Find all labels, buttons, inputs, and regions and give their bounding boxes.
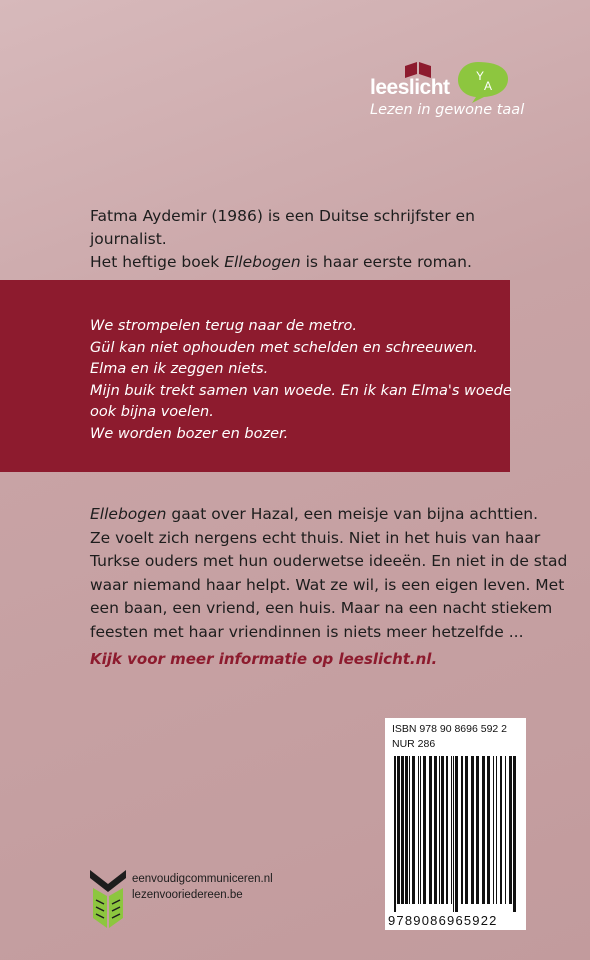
leeslicht-logo	[370, 58, 525, 128]
barcode-bar	[409, 756, 410, 904]
logo-licht-text: licht	[408, 76, 450, 99]
svg-text:Y: Y	[476, 69, 485, 83]
barcode-bar	[412, 756, 415, 904]
barcode-bar	[420, 756, 421, 904]
book-title: Ellebogen	[224, 253, 301, 271]
author-bio	[90, 205, 530, 274]
barcode-bar	[423, 756, 426, 904]
barcode-bar	[429, 756, 432, 904]
summary-book-title: Ellebogen	[90, 505, 167, 523]
author-bio-line-2-before: Het heftige boek	[90, 253, 225, 271]
book-stack-icon	[90, 870, 126, 928]
barcode-bar	[455, 756, 458, 912]
footer-links	[132, 871, 273, 903]
summary-line-4: waar niemand haar helpt. Wat ze wil, is een eigen leven. Met	[90, 575, 565, 594]
barcode-bar	[465, 756, 468, 904]
barcode-bar	[439, 756, 440, 904]
author-bio-line-1: Fatma Aydemir (1986) is een Duitse schrijfster en journalist.	[90, 207, 475, 248]
barcode-bar	[405, 756, 408, 904]
barcode-bar	[509, 756, 512, 904]
footer-link-lezenvooriedereen[interactable]: lezenvooriedereen.be	[132, 889, 243, 901]
more-info-link[interactable]: Kijk voor meer informatie op leeslicht.nl.	[90, 650, 438, 668]
barcode-bar	[505, 756, 506, 904]
nur-text: NUR 286	[392, 738, 436, 750]
footer-link-eenvoudigcommuniceren[interactable]: eenvoudigcommuniceren.nl	[132, 873, 273, 885]
logo-lees-text: lees	[370, 76, 409, 99]
quote-line: ook bijna voelen.	[90, 404, 214, 420]
summary-line-5: een baan, een vriend, een huis. Maar na een nacht stiekem	[90, 599, 553, 617]
barcode-bar	[487, 756, 490, 904]
barcode-bar	[453, 756, 454, 912]
barcode-icon	[392, 756, 519, 912]
barcode-bar	[434, 756, 437, 904]
barcode-bar	[482, 756, 485, 904]
barcode-bar	[418, 756, 419, 904]
svg-text:A: A	[484, 79, 493, 93]
barcode-bar	[397, 756, 400, 904]
summary-line-1-rest: gaat over Hazal, een meisje van bijna achttien.	[166, 505, 538, 523]
summary-line-1	[90, 503, 538, 527]
barcode-bar	[394, 756, 396, 912]
book-summary	[90, 503, 568, 644]
barcode-bar	[471, 756, 474, 904]
summary-line-2: Ze voelt zich nergens echt thuis. Niet in het huis van haar	[90, 528, 541, 547]
barcode-bar	[493, 756, 494, 904]
barcode-bar	[513, 756, 516, 912]
logo-tagline: Lezen in gewone taal	[370, 102, 525, 118]
barcode-bar	[461, 756, 463, 904]
barcode-bar	[476, 756, 479, 904]
barcode-bar	[451, 756, 452, 904]
barcode-bar	[441, 756, 444, 904]
barcode-bar	[500, 756, 502, 904]
quote-line: We strompelen terug naar de metro.	[90, 318, 357, 334]
logo-wordmark	[370, 76, 450, 100]
summary-line-3: Turkse ouders met hun ouderwetse ideeën. En niet in de stad	[90, 552, 568, 570]
author-bio-line-2	[90, 251, 530, 274]
barcode-digits: 9789086965922	[388, 913, 498, 928]
quote-line: Elma en ik zeggen niets.	[90, 361, 269, 377]
quote-line: We worden bozer en bozer.	[90, 425, 289, 442]
ya-speech-bubble-icon	[456, 60, 516, 104]
quote-line: Gül kan niet ophouden met schelden en schreeuwen.	[90, 339, 478, 356]
summary-line-6: feesten met haar vriendinnen is niets meer hetzelfde ...	[90, 622, 524, 641]
isbn-text: ISBN 978 90 8696 592 2	[392, 723, 508, 735]
quote-excerpt	[90, 316, 512, 445]
barcode-bar	[446, 756, 448, 904]
quote-line: Mijn buik trekt samen van woede. En ik kan Elma's woede	[90, 382, 512, 399]
barcode-bar	[401, 756, 404, 904]
author-bio-line-2-after: is haar eerste roman.	[300, 253, 472, 271]
barcode-bar	[496, 756, 497, 904]
